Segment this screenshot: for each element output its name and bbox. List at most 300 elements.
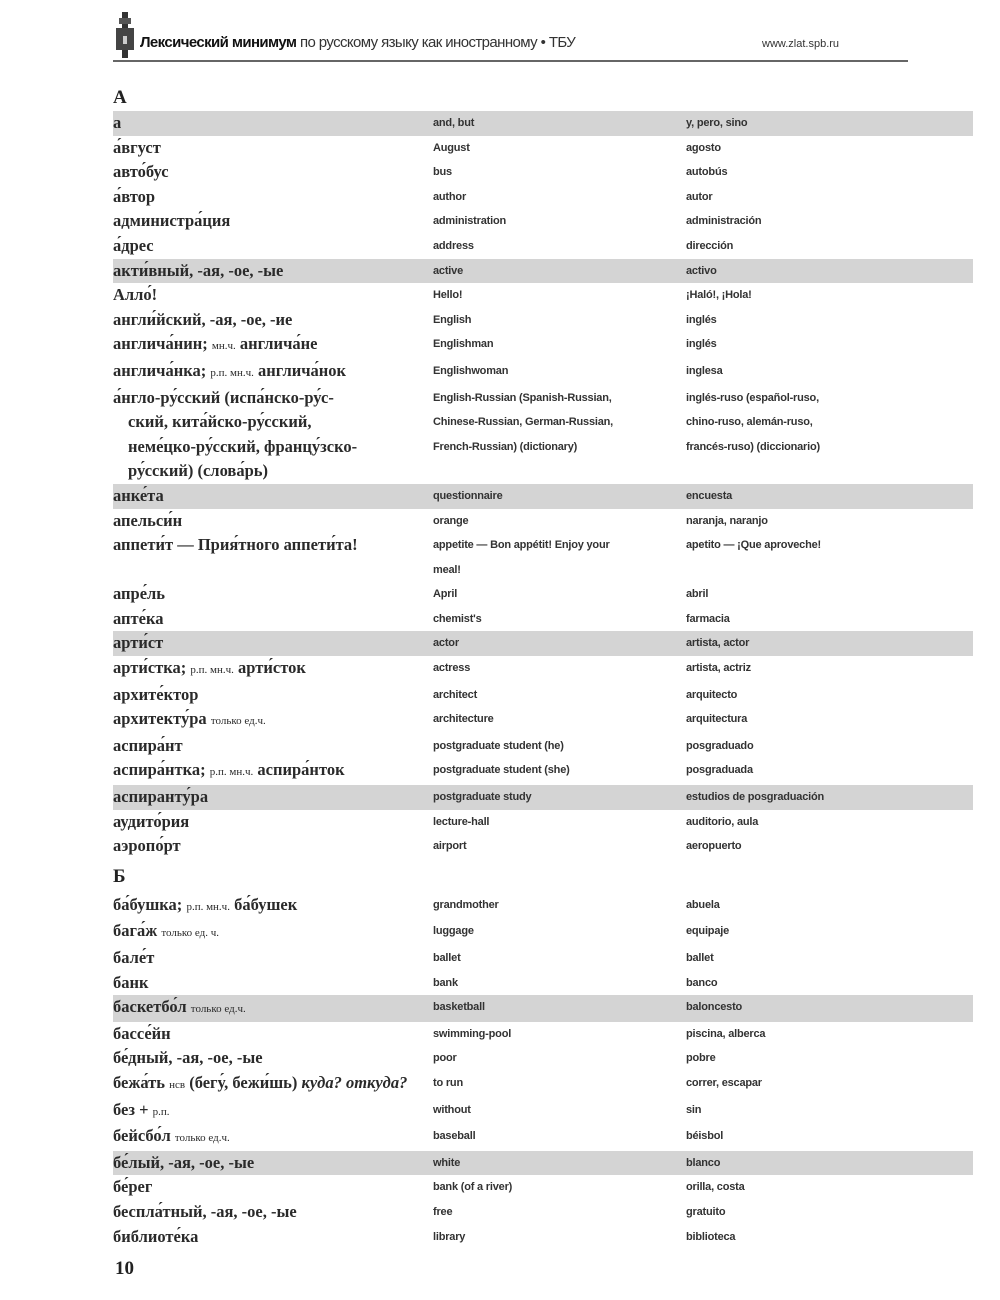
- spanish-line: pobre: [686, 1052, 716, 1065]
- spanish-line: estudios de posgraduación: [686, 791, 825, 804]
- russian-word: [113, 111, 433, 136]
- russian-word-line: акти́вный, -ая, -ое, -ые: [113, 260, 284, 280]
- russian-word: [113, 919, 433, 946]
- russian-word-line: англи́йский, -ая, -ое, -ие: [113, 309, 293, 329]
- english-line: Englishman: [433, 338, 494, 351]
- english-translation: [433, 1098, 686, 1125]
- english-line: white: [433, 1156, 461, 1169]
- entry-row: [113, 509, 973, 534]
- russian-word: [113, 1022, 433, 1047]
- english-translation: [433, 1022, 686, 1047]
- russian-word-line: аппети́т — Прия́тного аппети́та!: [113, 535, 358, 555]
- russian-word-line: администра́ция: [113, 211, 231, 231]
- spanish-line: ¡Haló!, ¡Hola!: [686, 289, 752, 302]
- english-translation: [433, 259, 686, 284]
- english-translation: [433, 160, 686, 185]
- entry-row: [113, 259, 973, 284]
- russian-word-line: беспла́тный, -ая, -ое, -ые: [113, 1201, 297, 1221]
- entry-row: [113, 971, 973, 996]
- russian-word-line: бе́лый, -ая, -ое, -ые: [113, 1152, 255, 1172]
- entry-row: [113, 607, 973, 632]
- english-line: lecture-hall: [433, 815, 490, 828]
- spanish-translation: [686, 758, 973, 785]
- entry-row: [113, 111, 973, 136]
- spanish-translation: [686, 1098, 973, 1125]
- entry-row: [113, 1151, 973, 1176]
- russian-word-line: бе́дный, -ая, -ое, -ые: [113, 1048, 263, 1068]
- english-translation: [433, 136, 686, 161]
- entry-row: [113, 283, 973, 308]
- english-translation: [433, 185, 686, 210]
- russian-word: [113, 734, 433, 759]
- grammar-note: р.п.: [152, 1105, 170, 1118]
- english-translation: [433, 656, 686, 683]
- spanish-line: banco: [686, 976, 718, 989]
- russian-word: [113, 160, 433, 185]
- russian-word-form: (бегу́, бежи́шь): [189, 1072, 298, 1092]
- spanish-line: arquitectura: [686, 713, 748, 726]
- spanish-translation: [686, 1225, 973, 1250]
- english-line: orange: [433, 514, 469, 527]
- russian-word-line: неме́цко-ру́сский, францу́зско-: [128, 436, 358, 456]
- entry-row: [113, 683, 973, 708]
- russian-word: [113, 1225, 433, 1250]
- spanish-translation: [686, 683, 973, 708]
- english-translation: [433, 1124, 686, 1151]
- english-translation: [433, 1200, 686, 1225]
- russian-word-line: аудито́рия: [113, 811, 190, 831]
- english-line: luggage: [433, 925, 474, 938]
- russian-word: [113, 484, 433, 509]
- english-line: chemist's: [433, 612, 482, 625]
- russian-word-line: аспира́нтка;: [113, 760, 206, 780]
- entry-row: [113, 533, 973, 582]
- russian-word: [113, 810, 433, 835]
- header-title: [140, 34, 740, 51]
- english-line: bank (of a river): [433, 1181, 513, 1194]
- russian-word-line: банк: [113, 972, 149, 992]
- spanish-translation: [686, 533, 973, 582]
- english-line: postgraduate student (he): [433, 739, 564, 752]
- spanish-translation: [686, 1022, 973, 1047]
- entry-row: [113, 136, 973, 161]
- spanish-line: artista, actriz: [686, 662, 751, 675]
- entry-row: [113, 484, 973, 509]
- spanish-translation: [686, 946, 973, 971]
- russian-word: [113, 259, 433, 284]
- english-translation: [433, 995, 686, 1022]
- russian-word: [113, 209, 433, 234]
- russian-word: [113, 1124, 433, 1151]
- russian-word: [113, 1098, 433, 1125]
- russian-word-line: ский, кита́йско-ру́сский,: [128, 412, 312, 432]
- russian-word-line: бейсбо́л: [113, 1126, 171, 1146]
- russian-word-line: Алло́!: [113, 285, 158, 305]
- russian-word-line: апте́ка: [113, 608, 164, 628]
- grammar-note: мн.ч.: [211, 340, 236, 353]
- russian-word: [113, 582, 433, 607]
- section-letter: А: [113, 87, 127, 108]
- spanish-translation: [686, 656, 973, 683]
- russian-word: [113, 656, 433, 683]
- english-translation: [433, 1151, 686, 1176]
- spanish-translation: [686, 160, 973, 185]
- russian-word: [113, 136, 433, 161]
- english-line: swimming-pool: [433, 1027, 512, 1040]
- russian-word-form: ба́бушек: [234, 894, 298, 914]
- russian-word: [113, 1200, 433, 1225]
- english-translation: [433, 810, 686, 835]
- english-translation: [433, 509, 686, 534]
- entry-row: [113, 1022, 973, 1047]
- russian-word-line: ба́бушка;: [113, 894, 183, 914]
- entry-row: [113, 160, 973, 185]
- english-line: and, but: [433, 117, 475, 129]
- spanish-translation: [686, 359, 973, 386]
- entry-row: [113, 386, 973, 484]
- russian-word-form: англича́нок: [258, 360, 347, 380]
- english-translation: [433, 332, 686, 359]
- english-line: April: [433, 588, 458, 601]
- english-translation: [433, 919, 686, 946]
- spanish-translation: [686, 1175, 973, 1200]
- russian-word-line: англича́нка;: [113, 360, 207, 380]
- english-line: English-Russian (Spanish-Russian,: [433, 391, 612, 404]
- russian-word-line: а́нгло-ру́сский (испа́нско-ру́с-: [113, 387, 334, 407]
- english-line: airport: [433, 840, 467, 853]
- russian-word-line: апре́ль: [113, 584, 166, 604]
- entry-row: [113, 359, 973, 386]
- spanish-translation: [686, 484, 973, 509]
- english-translation: [433, 1225, 686, 1250]
- spanish-translation: [686, 893, 973, 920]
- english-line: bus: [433, 166, 452, 179]
- english-line: author: [433, 190, 467, 203]
- spanish-line: agosto: [686, 141, 721, 154]
- grammar-note: только ед.ч.: [174, 1132, 230, 1145]
- english-translation: [433, 359, 686, 386]
- entry-row: [113, 1225, 973, 1250]
- russian-word-form: арти́сток: [238, 658, 306, 678]
- russian-word-line: без +: [113, 1099, 149, 1119]
- spanish-translation: [686, 995, 973, 1022]
- english-line: Englishwoman: [433, 364, 509, 377]
- page-body: [113, 84, 973, 1281]
- english-translation: [433, 834, 686, 859]
- spanish-translation: [686, 185, 973, 210]
- header-title-rest: по русскому языку как иностранному • ТБУ: [296, 34, 576, 51]
- grammar-note: только ед.ч.: [190, 1003, 246, 1016]
- spanish-translation: [686, 707, 973, 734]
- english-line: basketball: [433, 1001, 485, 1014]
- spanish-line: posgraduada: [686, 764, 753, 777]
- grammar-note: р.п. мн.ч.: [210, 366, 254, 379]
- russian-word: [113, 1071, 433, 1098]
- russian-word: [113, 359, 433, 386]
- page-header: [0, 0, 1000, 70]
- entry-row: [113, 995, 973, 1022]
- spanish-line: gratuito: [686, 1205, 726, 1218]
- entry-row: [113, 834, 973, 859]
- spanish-line: administración: [686, 215, 762, 228]
- english-line: meal!: [433, 563, 461, 576]
- russian-word-line: аспиранту́ра: [113, 787, 209, 807]
- english-line: baseball: [433, 1130, 476, 1143]
- entry-row: [113, 758, 973, 785]
- spanish-translation: [686, 283, 973, 308]
- spanish-line: y, pero, sino: [686, 117, 748, 129]
- grammar-note: только ед. ч.: [161, 927, 220, 940]
- english-line: free: [433, 1205, 453, 1218]
- spanish-line: inglés: [686, 313, 717, 326]
- russian-word: [113, 946, 433, 971]
- spanish-line: autobús: [686, 166, 728, 179]
- russian-word: [113, 1151, 433, 1176]
- russian-word: [113, 234, 433, 259]
- header-url: www.zlat.spb.ru: [762, 38, 840, 50]
- russian-word: [113, 185, 433, 210]
- spanish-translation: [686, 1151, 973, 1176]
- entry-row: [113, 332, 973, 359]
- english-line: address: [433, 239, 474, 252]
- spanish-line: artista, actor: [686, 637, 750, 650]
- english-translation: [433, 386, 686, 484]
- question-hint: куда? откуда?: [301, 1072, 408, 1092]
- spanish-translation: [686, 971, 973, 996]
- entry-row: [113, 582, 973, 607]
- header-divider: [113, 60, 908, 62]
- english-line: administration: [433, 215, 506, 228]
- entry-row: [113, 234, 973, 259]
- russian-word-line: бассе́йн: [113, 1023, 171, 1043]
- entry-row: [113, 1046, 973, 1071]
- russian-word: [113, 995, 433, 1022]
- russian-word-line: анке́та: [113, 485, 164, 505]
- spanish-line: auditorio, aula: [686, 815, 759, 828]
- spanish-line: encuesta: [686, 489, 733, 502]
- entry-row: [113, 893, 973, 920]
- russian-word-line: авто́бус: [113, 162, 169, 182]
- entry-row: [113, 631, 973, 656]
- spanish-translation: [686, 919, 973, 946]
- spanish-line: inglés-ruso (español-ruso,: [686, 391, 819, 404]
- grammar-note: нсв: [169, 1078, 186, 1091]
- entry-row: [113, 209, 973, 234]
- english-line: active: [433, 264, 463, 277]
- grammar-note: только ед.ч.: [210, 715, 266, 728]
- english-line: without: [433, 1103, 471, 1116]
- english-line: Hello!: [433, 289, 463, 302]
- english-translation: [433, 707, 686, 734]
- russian-word-line: апельси́н: [113, 510, 183, 530]
- entry-row: [113, 919, 973, 946]
- russian-word-line: а́вгуст: [113, 137, 161, 157]
- english-translation: [433, 1046, 686, 1071]
- russian-word-line: аспира́нт: [113, 735, 183, 755]
- english-translation: [433, 1071, 686, 1098]
- spanish-line: inglés: [686, 338, 717, 351]
- spanish-line: abril: [686, 588, 709, 601]
- spanish-line: farmacia: [686, 612, 730, 625]
- english-translation: [433, 946, 686, 971]
- russian-word: [113, 308, 433, 333]
- english-translation: [433, 734, 686, 759]
- spanish-translation: [686, 631, 973, 656]
- russian-word-line: а́втор: [113, 186, 156, 206]
- spanish-line: piscina, alberca: [686, 1027, 766, 1040]
- russian-word-line: библиоте́ка: [113, 1226, 199, 1246]
- russian-word: [113, 332, 433, 359]
- russian-word-line: арти́стка;: [113, 658, 187, 678]
- russian-word: [113, 785, 433, 810]
- english-translation: [433, 683, 686, 708]
- spanish-line: autor: [686, 190, 713, 203]
- english-translation: [433, 631, 686, 656]
- english-translation: [433, 209, 686, 234]
- spanish-line: sin: [686, 1103, 702, 1116]
- spanish-translation: [686, 834, 973, 859]
- spanish-translation: [686, 386, 973, 484]
- english-translation: [433, 582, 686, 607]
- spanish-translation: [686, 1124, 973, 1151]
- header-title-bold: Лексический минимум: [140, 34, 297, 51]
- spanish-translation: [686, 785, 973, 810]
- spanish-line: béisbol: [686, 1130, 724, 1143]
- russian-word-line: а́дрес: [113, 235, 154, 255]
- russian-word: [113, 607, 433, 632]
- english-translation: [433, 283, 686, 308]
- entry-row: [113, 1124, 973, 1151]
- spanish-translation: [686, 1071, 973, 1098]
- english-translation: [433, 533, 686, 582]
- russian-word: [113, 533, 433, 582]
- english-line: appetite — Bon appétit! Enjoy your: [433, 539, 610, 552]
- russian-word-line: англича́нин;: [113, 334, 208, 354]
- russian-word-form: аспира́нток: [257, 760, 345, 780]
- spanish-translation: [686, 1200, 973, 1225]
- russian-word: [113, 1046, 433, 1071]
- russian-word-line: ру́сский) (слова́рь): [128, 461, 268, 481]
- entry-row: [113, 1200, 973, 1225]
- spanish-translation: [686, 209, 973, 234]
- english-line: actor: [433, 637, 459, 650]
- russian-word: [113, 386, 433, 484]
- russian-word: [113, 834, 433, 859]
- spanish-line: activo: [686, 264, 717, 277]
- russian-word: [113, 1175, 433, 1200]
- entry-row: [113, 1071, 973, 1098]
- english-line: grandmother: [433, 898, 499, 911]
- spanish-translation: [686, 259, 973, 284]
- spanish-line: abuela: [686, 898, 720, 911]
- spanish-translation: [686, 509, 973, 534]
- english-line: architect: [433, 688, 478, 701]
- russian-word: [113, 758, 433, 785]
- spanish-line: posgraduado: [686, 739, 754, 752]
- russian-word-line: арти́ст: [113, 633, 164, 653]
- spanish-line: blanco: [686, 1156, 721, 1169]
- english-line: bank: [433, 976, 458, 989]
- russian-word-line: бежа́ть: [113, 1072, 165, 1092]
- entry-row: [113, 785, 973, 810]
- spanish-line: orilla, costa: [686, 1181, 745, 1194]
- entry-row: [113, 656, 973, 683]
- russian-word-line: аэропо́рт: [113, 836, 181, 856]
- spanish-translation: [686, 332, 973, 359]
- entry-row: [113, 308, 973, 333]
- spanish-translation: [686, 607, 973, 632]
- russian-word-line: а: [113, 113, 122, 132]
- english-line: actress: [433, 662, 471, 675]
- english-translation: [433, 308, 686, 333]
- russian-word-form: англича́не: [239, 334, 318, 354]
- spanish-line: apetito — ¡Que aproveche!: [686, 539, 821, 552]
- english-translation: [433, 758, 686, 785]
- english-line: poor: [433, 1052, 457, 1065]
- russian-word: [113, 893, 433, 920]
- english-translation: [433, 607, 686, 632]
- spanish-line: ballet: [686, 952, 714, 964]
- english-translation: [433, 234, 686, 259]
- entry-row: [113, 810, 973, 835]
- spanish-translation: [686, 810, 973, 835]
- spanish-line: aeropuerto: [686, 840, 742, 853]
- word-list: [113, 84, 973, 1249]
- spanish-line: correr, escapar: [686, 1076, 762, 1089]
- entry-row: [113, 707, 973, 734]
- english-line: ballet: [433, 952, 461, 964]
- spanish-line: francés-ruso) (diccionario): [686, 440, 820, 453]
- english-translation: [433, 971, 686, 996]
- spanish-line: inglesa: [686, 364, 723, 377]
- russian-word: [113, 283, 433, 308]
- spanish-line: dirección: [686, 239, 734, 252]
- logo-icon: [114, 10, 136, 60]
- entry-row: [113, 1175, 973, 1200]
- spanish-line: naranja, naranjo: [686, 514, 768, 527]
- russian-word-line: архитекту́ра: [113, 709, 207, 729]
- entry-row: [113, 734, 973, 759]
- grammar-note: р.п. мн.ч.: [186, 900, 230, 913]
- english-translation: [433, 111, 686, 136]
- russian-word-line: бе́рег: [113, 1177, 153, 1197]
- english-line: questionnaire: [433, 489, 503, 502]
- russian-word: [113, 631, 433, 656]
- spanish-line: chino-ruso, alemán-ruso,: [686, 416, 813, 429]
- english-line: to run: [433, 1076, 463, 1089]
- english-translation: [433, 484, 686, 509]
- english-line: French-Russian) (dictionary): [433, 440, 578, 453]
- russian-word-line: баскетбо́л: [113, 997, 187, 1017]
- spanish-line: baloncesto: [686, 1001, 743, 1014]
- spanish-translation: [686, 136, 973, 161]
- english-line: library: [433, 1230, 466, 1243]
- english-translation: [433, 785, 686, 810]
- entry-row: [113, 946, 973, 971]
- english-line: English: [433, 313, 472, 326]
- english-translation: [433, 1175, 686, 1200]
- russian-word: [113, 971, 433, 996]
- page-number: 10: [115, 1258, 134, 1280]
- section-letter: Б: [113, 865, 126, 887]
- english-line: architecture: [433, 713, 494, 726]
- grammar-note: р.п. мн.ч.: [190, 664, 234, 677]
- spanish-translation: [686, 308, 973, 333]
- spanish-translation: [686, 111, 973, 136]
- grammar-note: р.п. мн.ч.: [209, 766, 254, 779]
- spanish-translation: [686, 234, 973, 259]
- spanish-line: arquitecto: [686, 688, 738, 701]
